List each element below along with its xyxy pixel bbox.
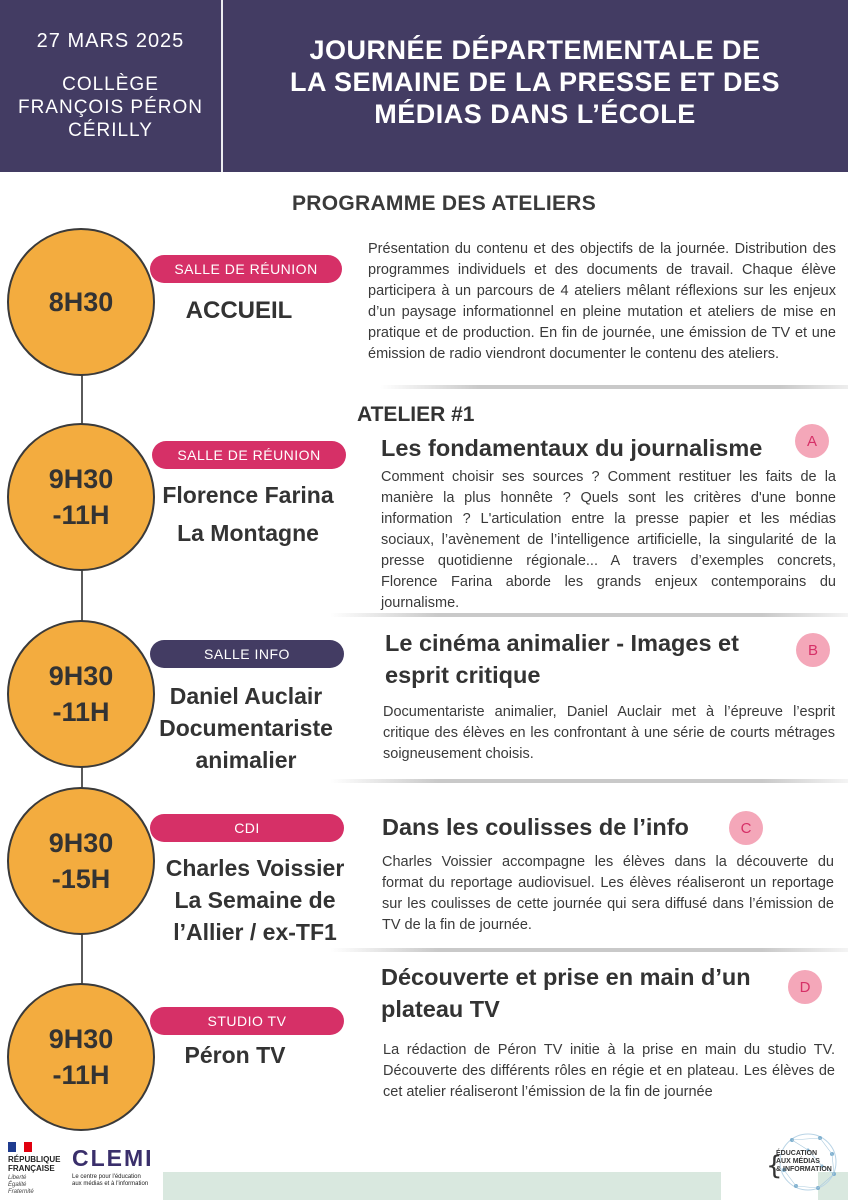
time-label-end: -11H bbox=[52, 500, 110, 530]
clemi-logo bbox=[72, 1146, 162, 1188]
emi-line-1: ÉDUCATION bbox=[776, 1150, 818, 1157]
atelier-desc-c: Charles Voissier accompagne les élèves dans la découverte du format du reportage audiovisuel. Les élèves réaliseront un reportage sur les coulisses de cette journée qui sera diffusé dans l’émission de TV de la fin de journée. bbox=[382, 854, 834, 933]
clemi-tagline bbox=[72, 1174, 162, 1188]
time-label-end: -11H bbox=[52, 1060, 110, 1090]
flag-icon bbox=[8, 1142, 32, 1152]
atelier-title-a: Les fondamentaux du journalisme bbox=[381, 435, 763, 461]
time-label: 9H30 bbox=[48, 1024, 114, 1054]
page-title bbox=[240, 34, 830, 130]
header-event-info bbox=[0, 30, 221, 142]
room-badge-accueil: SALLE DE RÉUNION bbox=[150, 255, 342, 283]
emi-logo bbox=[762, 1130, 842, 1196]
session-desc-accueil: Présentation du contenu et des objectifs de la journée. Distribution des programmes individuels et des documents de travail. Chaque élève participera à un parcours de 4 ateliers mêlant réflexions sur les enjeux d’un paysage informationnel en pleine mutation et ateliers de mise en pratique et de production. En fin de journée, une émission de TV et une émission de radio viendront documenter le contenu des ateliers. bbox=[368, 241, 836, 362]
place-line-3: CÉRILLY bbox=[68, 120, 153, 141]
title-line-2: LA SEMAINE DE LA PRESSE ET DES bbox=[289, 67, 781, 97]
rf-line-2: FRANÇAISE bbox=[8, 1164, 55, 1173]
separator bbox=[330, 613, 848, 617]
separator bbox=[380, 385, 848, 389]
header-divider bbox=[221, 0, 223, 172]
room-badge-d: STUDIO TV bbox=[150, 1007, 344, 1035]
title-line-1: JOURNÉE DÉPARTEMENTALE DE bbox=[309, 35, 761, 65]
speaker-name-c bbox=[148, 852, 362, 948]
clemi-tagline-2: aux médias et à l'information bbox=[72, 1181, 149, 1187]
svg-text:{: { bbox=[766, 1151, 783, 1181]
atelier-title-line-1: Le cinéma animalier - Images et bbox=[385, 630, 739, 656]
atelier-title-line-2: esprit critique bbox=[385, 662, 541, 688]
time-circle-a bbox=[7, 423, 155, 571]
room-badge-c: CDI bbox=[150, 814, 344, 842]
speaker-name-b bbox=[148, 680, 344, 776]
room-badge-b: SALLE INFO bbox=[150, 640, 344, 668]
republique-francaise-logo bbox=[8, 1142, 68, 1196]
speaker-line-1: Florence Farina bbox=[162, 482, 334, 508]
atelier-title-b bbox=[385, 627, 739, 691]
emi-text bbox=[776, 1150, 832, 1174]
atelier-title-line-2: plateau TV bbox=[381, 996, 500, 1022]
atelier-label: ATELIER #1 bbox=[357, 403, 475, 426]
time-label: 9H30 bbox=[48, 464, 114, 494]
atelier-title-line-1: Découverte et prise en main d’un bbox=[381, 964, 751, 990]
atelier-desc-a: Comment choisir ses sources ? Comment restituer les faits de la manière la plus honnête ? Quels sont les critères d'une bonne information ? L'articulation entre la presse papier et les médias sociaux, l’avènement de l’intelligence artificielle, la singularité de la presse quotidienne régionale... A travers d’exemples concrets, Florence Farina aborde les grands enjeux contemporains du journalisme. bbox=[381, 469, 836, 611]
time-circle-c bbox=[7, 787, 155, 935]
emi-line-2: AUX MÉDIAS bbox=[776, 1158, 820, 1165]
clemi-tagline-1: Le centre pour l'éducation bbox=[72, 1174, 141, 1180]
atelier-title-c: Dans les coulisses de l’info bbox=[382, 814, 689, 840]
time-label-end: -15H bbox=[51, 864, 111, 894]
rf-line-1: RÉPUBLIQUE bbox=[8, 1155, 61, 1164]
separator bbox=[330, 779, 848, 783]
speaker-line-3: l’Allier / ex-TF1 bbox=[173, 919, 337, 945]
time-label: 9H30 bbox=[48, 661, 114, 691]
rf-motto bbox=[8, 1175, 68, 1196]
atelier-desc-d: La rédaction de Péron TV initie à la prise en main du studio TV. Découverte des différents rôles en régie et en plateau. Les élèves de cet atelier réaliseront l’émission de la fin de journée bbox=[383, 1042, 835, 1100]
time-circle-d bbox=[7, 983, 155, 1131]
atelier-title-d bbox=[381, 961, 751, 1025]
rf-motto-1: Liberté bbox=[8, 1175, 27, 1181]
atelier-badge-a: A bbox=[795, 424, 829, 458]
atelier-badge-c: C bbox=[729, 811, 763, 845]
time-label-end: -11H bbox=[52, 697, 110, 727]
atelier-badge-b: B bbox=[796, 633, 830, 667]
clemi-wordmark: CLEMI bbox=[72, 1145, 154, 1171]
speaker-line-2: Documentariste bbox=[159, 715, 333, 741]
speaker-name-a bbox=[148, 476, 348, 552]
session-name-d: Péron TV bbox=[184, 1042, 286, 1068]
separator bbox=[330, 948, 848, 952]
speaker-line-2: La Semaine de bbox=[174, 887, 336, 913]
footer-bar bbox=[163, 1172, 721, 1200]
room-badge-a: SALLE DE RÉUNION bbox=[152, 441, 346, 469]
speaker-line-2: La Montagne bbox=[177, 520, 319, 546]
time-label: 8H30 bbox=[48, 287, 114, 317]
rf-motto-2: Égalité bbox=[8, 1182, 27, 1188]
speaker-line-1: Charles Voissier bbox=[165, 855, 345, 881]
time-circle-b bbox=[7, 620, 155, 768]
place-line-2: FRANÇOIS PÉRON bbox=[17, 97, 204, 118]
programme-title: PROGRAMME DES ATELIERS bbox=[291, 192, 597, 215]
time-label: 9H30 bbox=[48, 828, 114, 858]
event-place bbox=[0, 73, 221, 142]
title-line-3: MÉDIAS DANS L’ÉCOLE bbox=[374, 99, 696, 129]
speaker-line-3: animalier bbox=[195, 747, 297, 773]
emi-line-3: & INFORMATION bbox=[776, 1166, 832, 1173]
rf-motto-3: Fraternité bbox=[8, 1189, 34, 1195]
atelier-badge-d: D bbox=[788, 970, 822, 1004]
speaker-line-1: Daniel Auclair bbox=[169, 683, 323, 709]
event-date: 27 MARS 2025 bbox=[36, 30, 185, 52]
session-name-accueil: ACCUEIL bbox=[185, 297, 293, 324]
place-line-1: COLLÈGE bbox=[62, 74, 159, 95]
time-circle-accueil bbox=[7, 228, 155, 376]
atelier-desc-b: Documentariste animalier, Daniel Auclair met à l’épreuve l’esprit critique des élèves en les confrontant à une série de courts métrages soigneusement choisis. bbox=[383, 704, 835, 762]
